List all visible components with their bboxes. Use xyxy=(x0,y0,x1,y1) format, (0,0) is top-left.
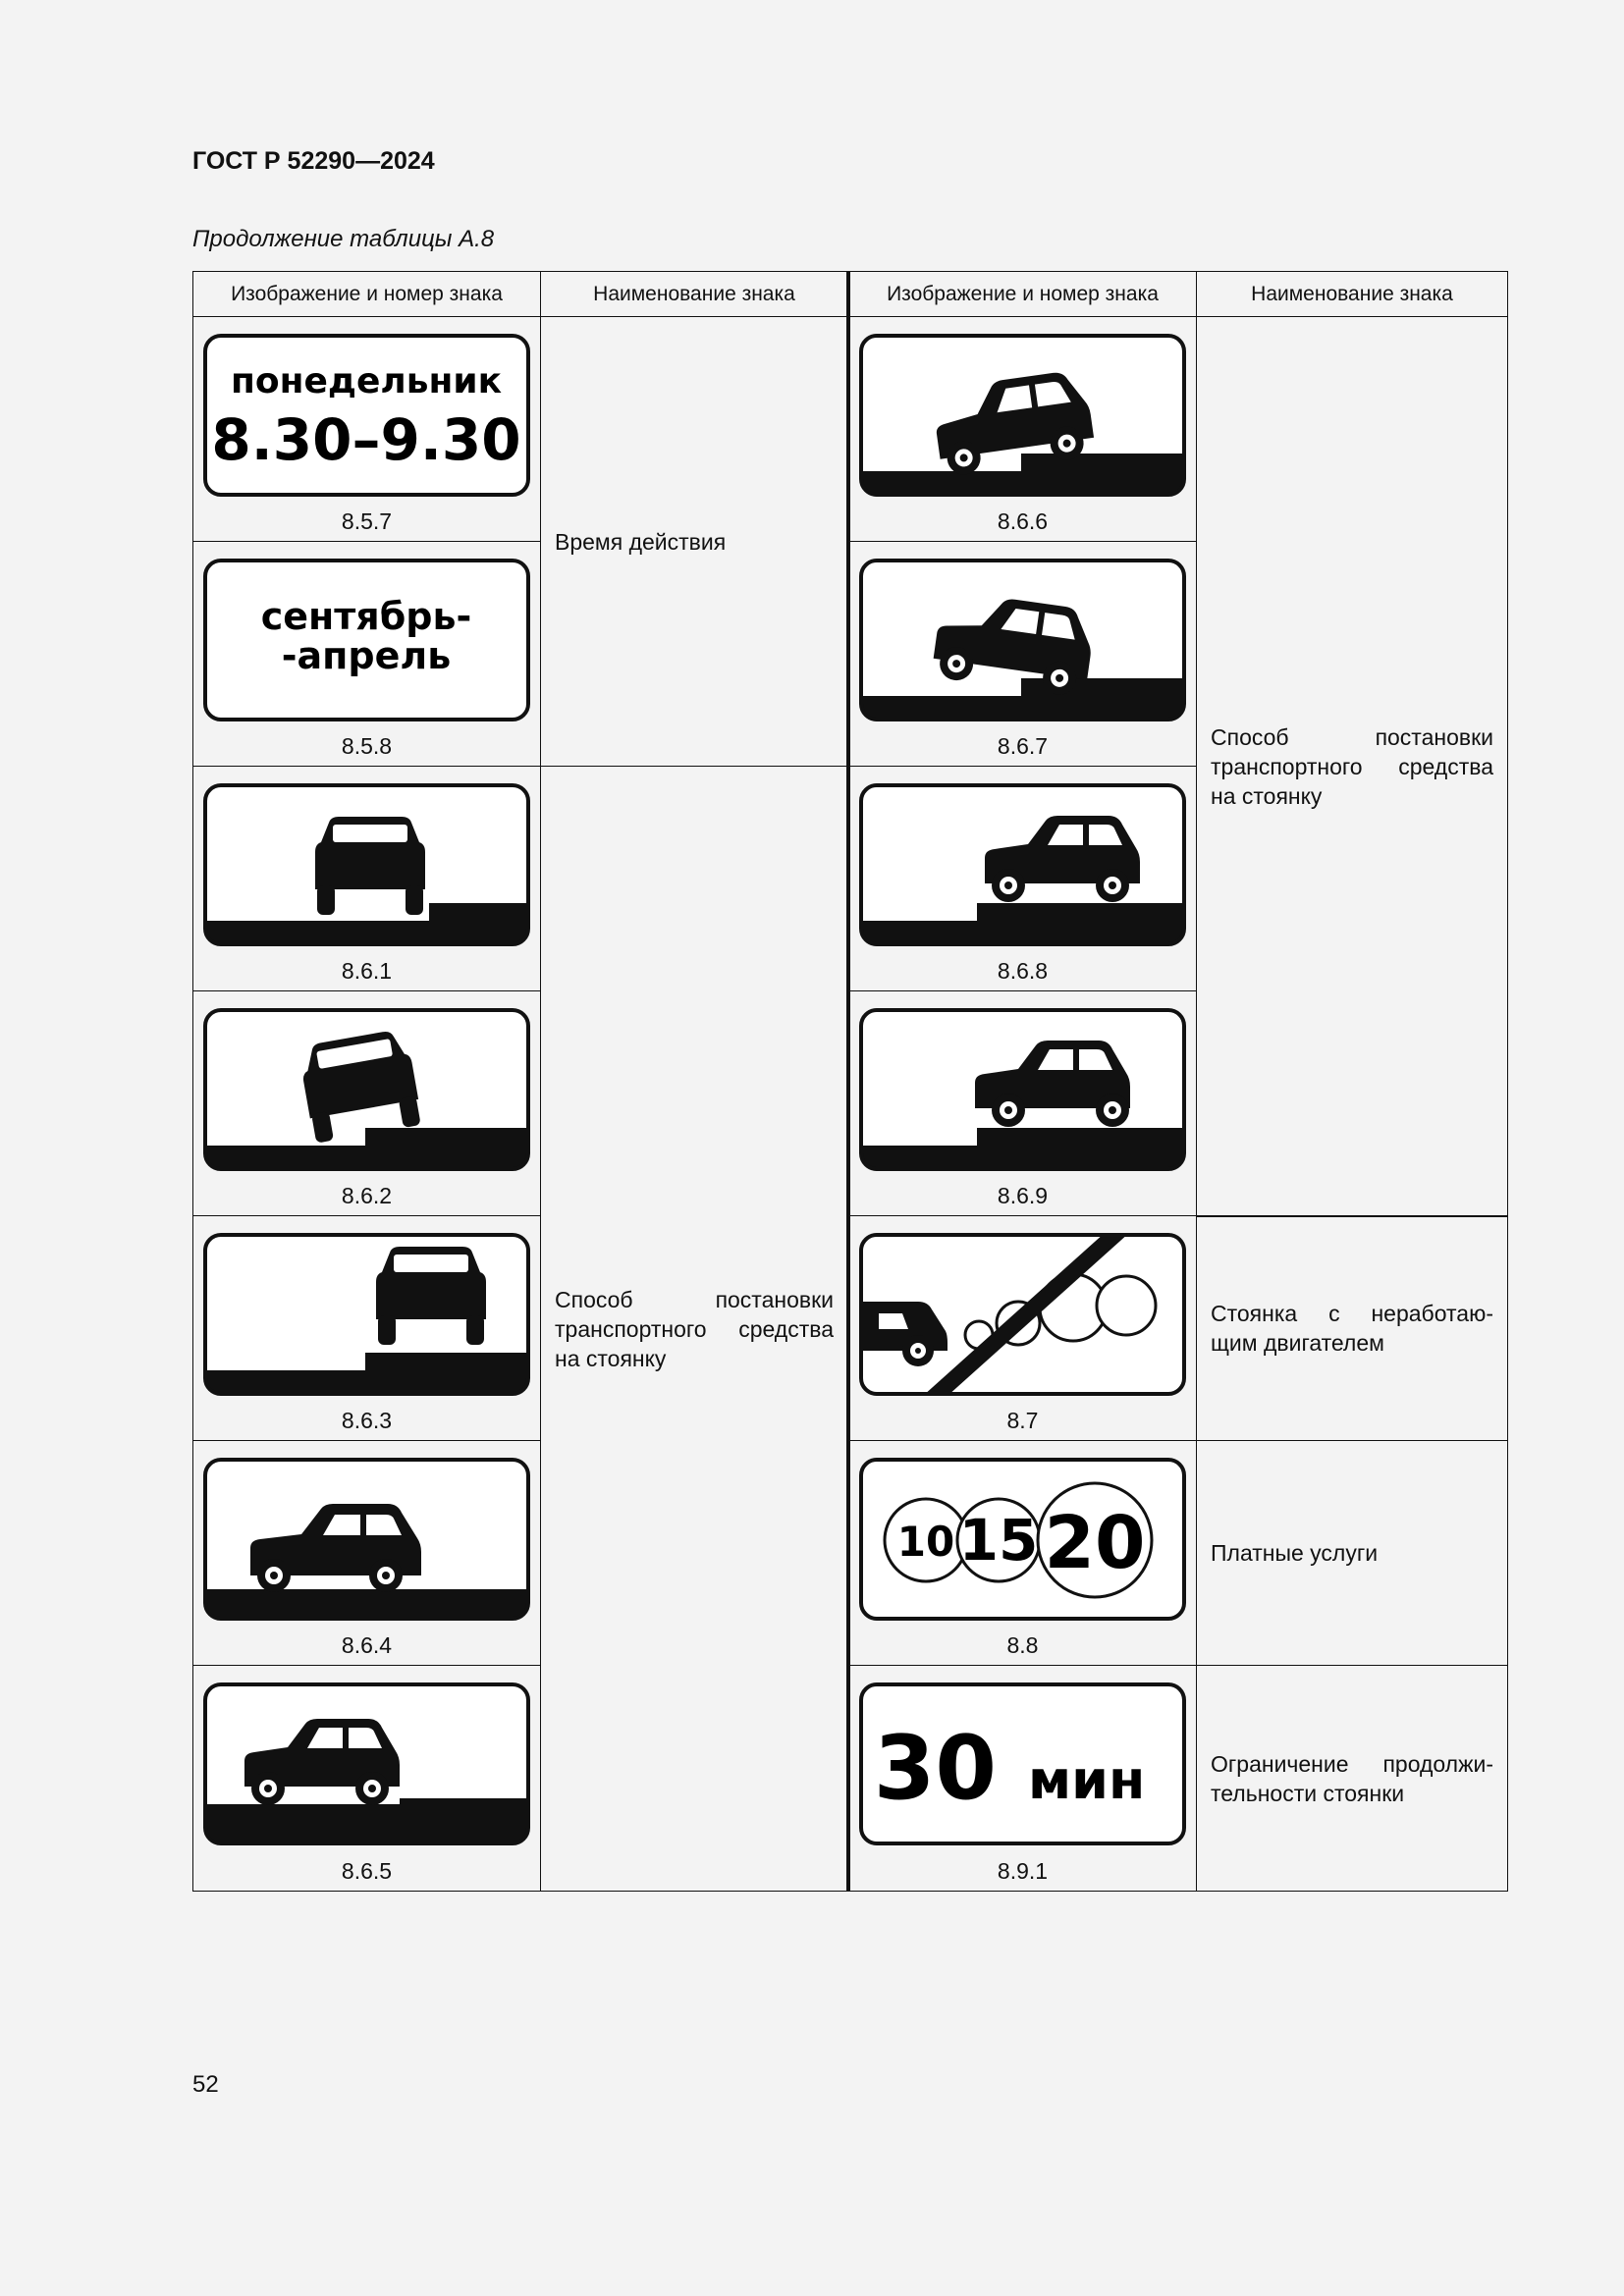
sign-code: 8.9.1 xyxy=(997,1858,1049,1884)
name-cell-engine-off xyxy=(1196,1215,1508,1441)
sign-code: 8.6.7 xyxy=(997,733,1049,759)
car-side-on-step-icon xyxy=(859,783,1186,946)
sign-cell-8-6-5 xyxy=(192,1665,541,1892)
name-cell-parking-method-right xyxy=(1196,316,1508,1217)
time-limit-value: 30 xyxy=(873,1717,997,1820)
name-cell-time xyxy=(540,316,848,767)
sign-cell-8-6-4 xyxy=(192,1440,541,1666)
document-header: ГОСТ Р 52290—2024 xyxy=(192,147,435,175)
sign-text-line2: 8.30–9.30 xyxy=(211,406,521,473)
header-name-right: Наименование знака xyxy=(1196,271,1508,317)
sign-name: Способ постановки транспортного средства на стоянку xyxy=(555,1286,834,1371)
page-number: 52 xyxy=(192,2071,219,2098)
car-front-tilted-icon xyxy=(203,1008,530,1171)
sign-cell-8-6-6 xyxy=(848,316,1197,542)
sign-code: 8.6.5 xyxy=(341,1858,393,1884)
sign-cell-8-7 xyxy=(848,1215,1197,1441)
sign-code: 8.6.8 xyxy=(997,958,1049,984)
sign-text-line2: -апрель xyxy=(281,634,452,677)
header-image-right: Изображение и номер знака xyxy=(848,271,1197,317)
sign-cell-8-6-8 xyxy=(848,766,1197,991)
sign-cell-8-6-1 xyxy=(192,766,541,991)
signs-table xyxy=(192,271,1508,1892)
sign-code: 8.6.1 xyxy=(341,958,393,984)
coin-value: 10 xyxy=(896,1518,955,1566)
sign-8-5-8 xyxy=(203,559,530,721)
sign-name: Стоянка с неработаю- щим двигателем xyxy=(1211,1301,1493,1356)
coin-value: 15 xyxy=(958,1507,1039,1574)
sign-name: Платные услуги xyxy=(1211,1540,1379,1566)
name-cell-paid xyxy=(1196,1440,1508,1666)
sign-name: Время действия xyxy=(555,528,727,555)
car-front-icon xyxy=(203,783,530,946)
sign-name: Способ постановки транспортного средства на стоянку xyxy=(1211,724,1493,809)
sign-code: 8.6.9 xyxy=(997,1183,1049,1208)
engine-off-icon xyxy=(859,1233,1186,1396)
sign-cell-8-6-2 xyxy=(192,990,541,1216)
sign-code: 8.5.7 xyxy=(341,508,393,534)
paid-services-icon xyxy=(859,1458,1186,1621)
name-cell-time-limit xyxy=(1196,1665,1508,1892)
time-limit-unit: мин xyxy=(1028,1749,1146,1811)
sign-code: 8.6.4 xyxy=(341,1632,393,1658)
sign-code: 8.5.8 xyxy=(341,733,393,759)
car-side-on-road-icon xyxy=(203,1458,530,1621)
sign-text-line1: сентябрь- xyxy=(260,595,472,638)
sign-cell-8-5-7 xyxy=(192,316,541,542)
sign-cell-8-6-7 xyxy=(848,541,1197,767)
coin-value: 20 xyxy=(1044,1501,1146,1585)
car-side-two-level-icon xyxy=(859,559,1186,721)
car-side-on-road-icon xyxy=(203,1682,530,1845)
table-caption: Продолжение таблицы А.8 xyxy=(192,226,495,252)
sign-text-line1: понедельник xyxy=(230,361,503,401)
sign-code: 8.6.2 xyxy=(341,1183,393,1208)
sign-cell-8-8 xyxy=(848,1440,1197,1666)
sign-8-5-7 xyxy=(203,334,530,497)
car-front-on-step-icon xyxy=(203,1233,530,1396)
car-side-on-step-icon xyxy=(859,1008,1186,1171)
header-image-left: Изображение и номер знака xyxy=(192,271,541,317)
name-cell-parking-method-left xyxy=(540,766,848,1892)
sign-cell-8-5-8 xyxy=(192,541,541,767)
sign-code: 8.7 xyxy=(1006,1408,1039,1433)
sign-code: 8.6.3 xyxy=(341,1408,393,1433)
sign-name: Ограничение продолжи- тельности стоянки xyxy=(1211,1750,1493,1806)
sign-code: 8.8 xyxy=(1006,1632,1039,1658)
header-name-left: Наименование знака xyxy=(540,271,848,317)
sign-cell-8-9-1 xyxy=(848,1665,1197,1892)
time-limit-icon xyxy=(859,1682,1186,1845)
sign-cell-8-6-9 xyxy=(848,990,1197,1216)
sign-cell-8-6-3 xyxy=(192,1215,541,1441)
sign-code: 8.6.6 xyxy=(997,508,1049,534)
car-side-two-level-icon xyxy=(859,334,1186,497)
